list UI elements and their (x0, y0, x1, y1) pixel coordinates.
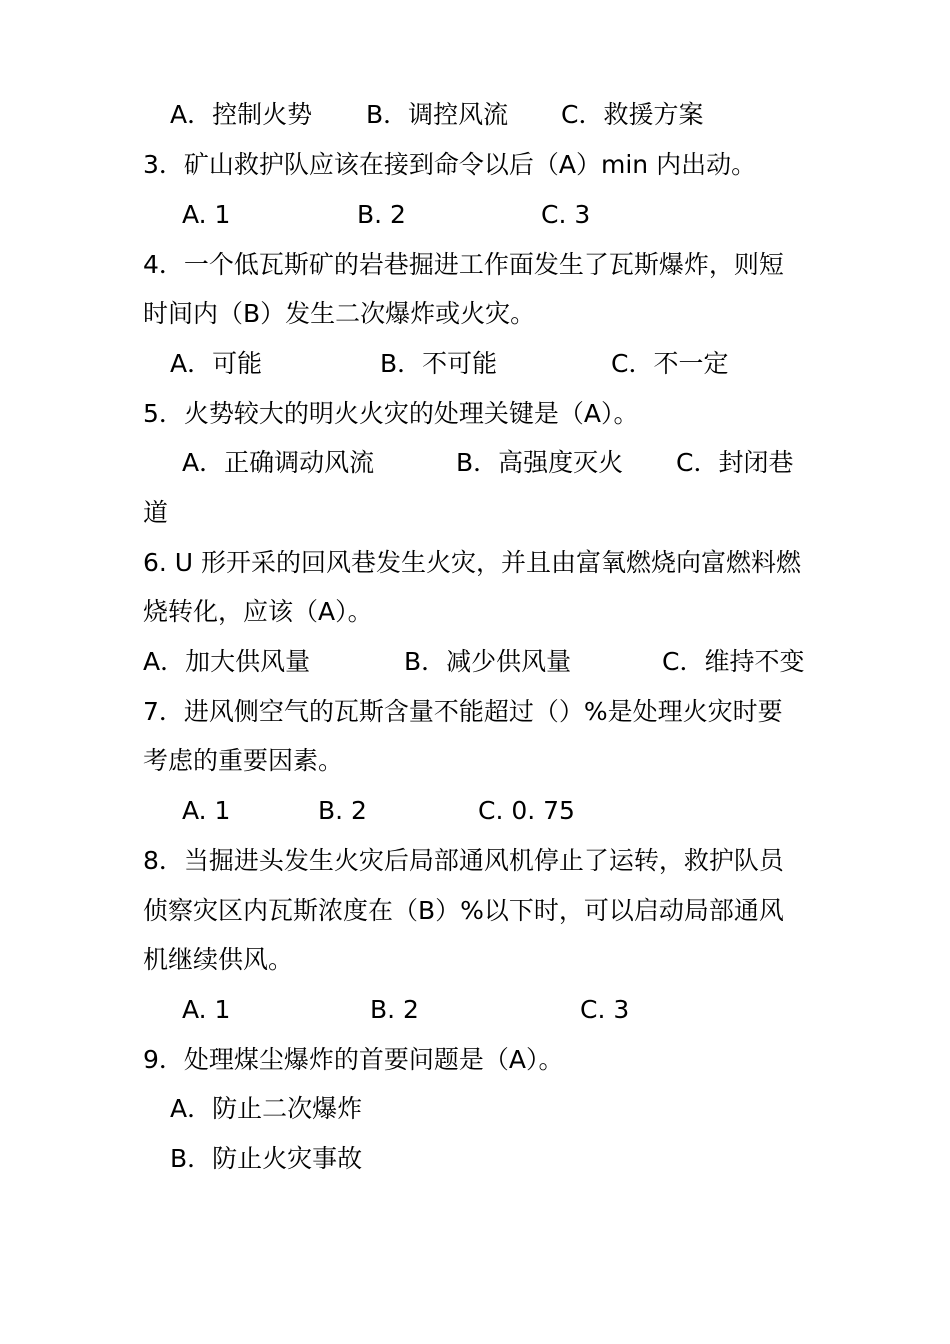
q8-stem-line3: 机继续供风。 (143, 945, 294, 974)
q3-option-a: A. 1 (182, 200, 231, 229)
q7-option-a: A. 1 (182, 796, 231, 825)
q2-option-a: A．控制火势 (170, 100, 313, 129)
q8-option-a: A. 1 (182, 995, 231, 1024)
q9-option-a: A．防止二次爆炸 (170, 1094, 363, 1123)
q5-option-a: A．正确调动风流 (182, 448, 375, 477)
q8-stem-line1: 8．当掘进头发生火灾后局部通风机停止了运转，救护队员 (143, 846, 784, 875)
q5-option-c-wrap: 道 (143, 498, 169, 527)
q5-option-b: B．高强度灭火 (456, 448, 624, 477)
q4-stem-line2: 时间内（B）发生二次爆炸或火灾。 (143, 299, 536, 328)
q9-stem: 9．处理煤尘爆炸的首要问题是（A）。 (143, 1045, 564, 1074)
q6-stem-line1: 6. U 形开采的回风巷发生火灾，并且由富氧燃烧向富燃料燃 (143, 548, 802, 577)
q2-option-b: B．调控风流 (366, 100, 509, 129)
q5-stem: 5．火势较大的明火火灾的处理关键是（A）。 (143, 399, 639, 428)
q7-option-b: B. 2 (318, 796, 367, 825)
q8-option-c: C. 3 (580, 995, 630, 1024)
q6-option-c: C．维持不变 (662, 647, 805, 676)
q6-option-b: B．减少供风量 (404, 647, 572, 676)
q7-stem-line1: 7．进风侧空气的瓦斯含量不能超过（）%是处理火灾时要 (143, 697, 783, 726)
q7-stem-line2: 考虑的重要因素。 (143, 746, 344, 775)
q6-option-a: A．加大供风量 (143, 647, 311, 676)
q3-stem: 3．矿山救护队应该在接到命令以后（A）min 内出动。 (143, 150, 757, 179)
q7-option-c: C. 0. 75 (478, 796, 575, 825)
q4-option-b: B．不可能 (380, 349, 498, 378)
q8-option-b: B. 2 (370, 995, 419, 1024)
q3-option-b: B. 2 (357, 200, 406, 229)
q3-option-c: C. 3 (541, 200, 591, 229)
q6-stem-line2: 烧转化，应该（A）。 (143, 597, 373, 626)
q4-option-c: C．不一定 (611, 349, 729, 378)
q4-stem-line1: 4．一个低瓦斯矿的岩巷掘进工作面发生了瓦斯爆炸，则短 (143, 250, 784, 279)
q2-option-c: C．救援方案 (561, 100, 704, 129)
q5-option-c: C．封闭巷 (676, 448, 794, 477)
q8-stem-line2: 侦察灾区内瓦斯浓度在（B）%以下时，可以启动局部通风 (143, 896, 784, 925)
q9-option-b: B．防止火灾事故 (170, 1144, 363, 1173)
q4-option-a: A．可能 (170, 349, 263, 378)
